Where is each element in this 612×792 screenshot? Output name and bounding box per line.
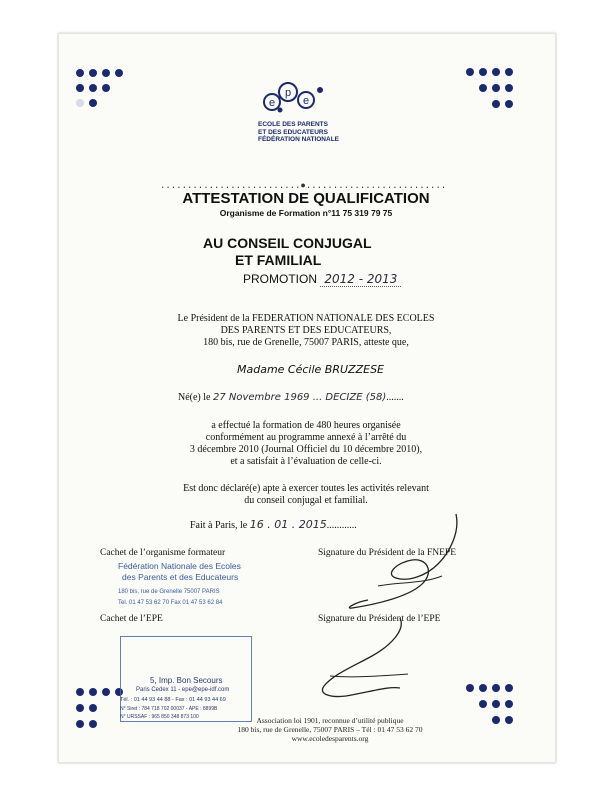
fnepe-stamp-line: des Parents et des Educateurs bbox=[122, 572, 239, 582]
epe-stamp-line: N° URSSAF : 965 850 348 873 100 bbox=[120, 714, 199, 720]
place-date-line bbox=[190, 518, 357, 531]
signature-fnepe-label: Signature du Président de la FNEPE bbox=[318, 548, 456, 558]
fnepe-stamp-line: Tel. 01 47 53 62 70 Fax 01 47 53 62 84 bbox=[118, 600, 223, 606]
intro-line: 180 bis, rue de Grenelle, 75007 PARIS, atteste que, bbox=[203, 337, 409, 348]
logo-line: FÉDÉRATION NATIONALE bbox=[258, 136, 340, 143]
training-line: 3 décembre 2010 (Journal Officiel du 10 décembre 2010), bbox=[189, 444, 423, 455]
epe-stamp-line: N° Siret : 784 718 702 00037 - APE : 8899B bbox=[120, 706, 218, 712]
promotion-value: 2012 - 2013 bbox=[320, 272, 401, 287]
signature-fnepe bbox=[338, 512, 468, 612]
footer bbox=[210, 716, 450, 743]
training-line: conformément au programme annexé à l’arrêté du bbox=[205, 432, 407, 443]
declaration-line: Est donc déclaré(e) apte à exercer toutes les activités relevant bbox=[183, 483, 429, 494]
signature-epe-label: Signature du Président de l’EPE bbox=[318, 614, 441, 624]
birth-label: Né(e) le bbox=[178, 392, 211, 403]
logo-caption bbox=[258, 121, 358, 144]
logo-letter-e2: e bbox=[302, 95, 310, 107]
course-line-2: ET FAMILIAL bbox=[235, 252, 322, 268]
epe-stamp-line: Tél. : 01 44 93 44 88 - Fax : 01 44 93 44 69 bbox=[120, 697, 226, 703]
fnepe-stamp-line: Fédération Nationale des Ecoles bbox=[118, 561, 241, 571]
place-date: 16 . 01 . 2015 bbox=[249, 518, 327, 531]
cachet-formateur-label: Cachet de l’organisme formateur bbox=[100, 548, 226, 558]
course-title bbox=[203, 235, 372, 269]
footer-line: 180 bis, rue de Grenelle, 75007 PARIS – Tél : 01 47 53 62 70 bbox=[237, 725, 423, 734]
intro-line: Le Président de la FEDERATION NATIONALE DES ECOLES bbox=[177, 313, 435, 324]
birth-value: 27 Novembre 1969 ... DECIZE (58) bbox=[212, 392, 387, 403]
person-name: Madame Cécile BRUZZESE bbox=[237, 363, 385, 376]
logo-line: ET DES EDUCATEURS bbox=[258, 128, 328, 136]
epe-stamp-line: Paris Cedex 11 - epe@epe-idf.com bbox=[136, 687, 230, 693]
intro-line: DES PARENTS ET DES EDUCATEURS, bbox=[220, 325, 392, 336]
fnepe-stamp-line: 180 bis, rue de Grenelle 75007 PARIS bbox=[118, 589, 220, 595]
logo-letter-e1: e bbox=[268, 97, 276, 109]
training-paragraph bbox=[0, 420, 612, 468]
footer-website: www.ecoledesparents.org bbox=[291, 734, 369, 743]
cachet-epe-label: Cachet de l’EPE bbox=[100, 614, 163, 624]
epe-stamp-line: 5, Imp. Bon Secours bbox=[150, 676, 223, 685]
birth-dots: ....... bbox=[386, 392, 404, 403]
logo-line: ECOLE DES PARENTS bbox=[258, 121, 328, 128]
training-line: a effectué la formation de 480 heures organisée bbox=[211, 420, 401, 431]
place-dots: ............ bbox=[326, 520, 357, 531]
logo-letter-p: p bbox=[284, 87, 292, 99]
certificate-subtitle: Organisme de Formation n°11 75 319 79 75 bbox=[219, 208, 393, 218]
promotion-label: PROMOTION bbox=[243, 272, 317, 286]
intro-paragraph bbox=[0, 313, 612, 349]
declaration-paragraph bbox=[0, 483, 612, 507]
course-line-1: AU CONSEIL CONJUGAL bbox=[203, 235, 372, 251]
place-label: Fait à Paris, le bbox=[190, 520, 248, 531]
training-line: et a satisfait à l’évaluation de celle-ci. bbox=[230, 456, 382, 467]
signature-epe bbox=[310, 616, 450, 706]
epe-logo bbox=[258, 80, 350, 158]
certificate-title: ATTESTATION DE QUALIFICATION bbox=[182, 190, 430, 207]
title-separator: ..........................●.......................... bbox=[160, 181, 447, 191]
birth-line bbox=[178, 392, 404, 403]
footer-line: Association loi 1901, reconnue d’utilité publique bbox=[256, 716, 404, 725]
promotion bbox=[243, 272, 401, 286]
declaration-line: du conseil conjugal et familial. bbox=[244, 495, 368, 506]
